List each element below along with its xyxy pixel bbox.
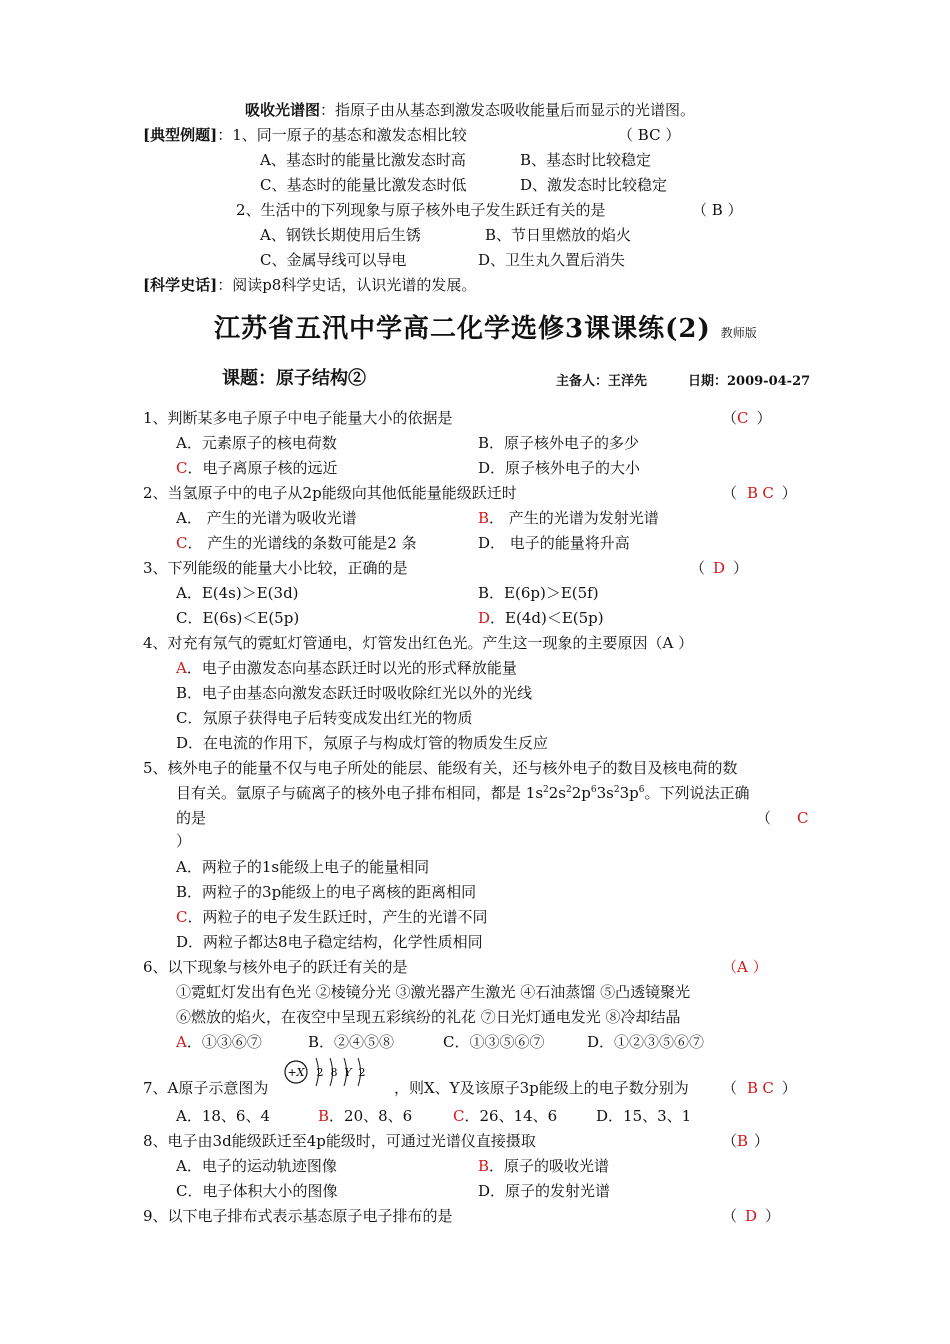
q8-option-a: A．电子的运动轨迹图像 — [176, 1157, 337, 1175]
q9-stem: 9、以下电子排布式表示基态原子电子排布的是 — [143, 1207, 453, 1225]
q2-option-c: C． 产生的光谱线的条数可能是2 条 — [176, 534, 417, 552]
example-q1-option-b: B、基态时比较稳定 — [520, 151, 652, 169]
q2-option-d: D． 电子的能量将升高 — [478, 534, 630, 552]
q8-option-c: C．电子体积大小的图像 — [176, 1182, 338, 1200]
q7-stem-a: 7、A原子示意图为 — [143, 1079, 269, 1097]
q1-option-a: A．元素原子的核电荷数 — [176, 434, 337, 452]
example-q2-option-c: C、金属导线可以导电 — [260, 251, 407, 269]
q2-option-b: B． 产生的光谱为发射光谱 — [478, 509, 659, 527]
q4-option-b: B．电子由基态向激发态跃迁时吸收除红光以外的光线 — [176, 684, 533, 702]
q7-option-c: C．26、14、6 — [453, 1107, 558, 1125]
q5-option-c: C．两粒子的电子发生跃迁时，产生的光谱不同 — [176, 908, 488, 926]
q3-stem: 3、下列能级的能量大小比较，正确的是 — [143, 559, 408, 577]
example-q2-option-d: D、卫生丸久置后消失 — [478, 251, 626, 269]
q5-option-a: A．两粒子的1s能级上电子的能量相同 — [176, 858, 430, 876]
example-q1-stem: [典型例题]：1、同一原子的基态和激发态相比较 — [143, 126, 467, 144]
q1-option-c: C．电子离原子核的远近 — [176, 459, 338, 477]
example-q2-option-b: B、节日里燃放的焰火 — [485, 226, 632, 244]
q2-answer: （ BC ） — [722, 484, 797, 502]
q3-option-b: B．E(6p)＞E(5f) — [478, 584, 599, 602]
q6-option-d: D．①②③⑤⑥⑦ — [587, 1033, 705, 1051]
example-q1-option-d: D、激发态时比较稳定 — [520, 176, 668, 194]
atom-structure-diagram — [282, 1052, 392, 1092]
q4-stem: 4、对充有氖气的霓虹灯管通电，灯管发出红色光。产生这一现象的主要原因（A ） — [143, 634, 694, 652]
q5-answer-close: ） — [176, 832, 192, 850]
spectrum-definition: 吸收光谱图：指原子由从基态到激发态吸收能量后而显示的光谱图。 — [245, 101, 696, 119]
q3-option-a: A．E(4s)＞E(3d) — [176, 584, 299, 602]
q8-option-b: B．原子的吸收光谱 — [478, 1157, 610, 1175]
lesson-subtitle: 课题：原子结构② — [222, 368, 366, 389]
q3-answer: （ D ） — [690, 559, 749, 577]
q1-stem: 1、判断某多电子原子中电子能量大小的依据是 — [143, 409, 453, 427]
q6-option-b: B．②④⑤⑧ — [308, 1033, 395, 1051]
shell-3-count: Y — [344, 1066, 352, 1079]
q7-stem-b: ，则X、Y及该原子3p能级上的电子数分别为 — [394, 1079, 689, 1097]
q6-items-line1: ①霓虹灯发出有色光 ②棱镜分光 ③激光器产生激光 ④石油蒸馏 ⑤凸透镜聚光 — [176, 983, 691, 1001]
science-history: [科学史话]：阅读p8科学史话，认识光谱的发展。 — [143, 276, 477, 294]
q1-option-d: D．原子核外电子的大小 — [478, 459, 641, 477]
q5-option-d: D．两粒子都达8电子稳定结构，化学性质相同 — [176, 933, 483, 951]
q5-answer-open: （ C — [756, 809, 809, 827]
q6-option-a: A．①③⑥⑦ — [176, 1033, 262, 1051]
q1-answer: （C ） — [722, 409, 772, 427]
q8-option-d: D．原子的发射光谱 — [478, 1182, 611, 1200]
page-title: 江苏省五汛中学高二化学选修3课课练(2) 教师版 — [214, 314, 757, 344]
example-q1-answer: （ BC ） — [618, 126, 681, 144]
q2-stem: 2、当氢原子中的电子从2p能级向其他低能量能级跃迁时 — [143, 484, 517, 502]
q2-option-a: A． 产生的光谱为吸收光谱 — [176, 509, 357, 527]
q1-option-b: B．原子核外电子的多少 — [478, 434, 640, 452]
q9-answer: （ D ） — [722, 1207, 781, 1225]
q4-option-a: A．电子由激发态向基态跃迁时以光的形式释放能量 — [176, 659, 517, 677]
q7-option-b: B．20、8、6 — [318, 1107, 413, 1125]
q5-option-b: B．两粒子的3p能级上的电子离核的距离相同 — [176, 883, 477, 901]
q6-option-c: C．①③⑤⑥⑦ — [443, 1033, 545, 1051]
q5-stem-line3: 的是 — [176, 809, 207, 827]
q6-stem: 6、以下现象与核外电子的跃迁有关的是 — [143, 958, 408, 976]
example-q1-option-a: A、基态时的能量比激发态时高 — [260, 151, 466, 169]
q4-option-d: D．在电流的作用下，氖原子与构成灯管的物质发生反应 — [176, 734, 549, 752]
q7-answer: （ BC ） — [722, 1079, 797, 1097]
q7-option-a: A．18、6、4 — [176, 1107, 271, 1125]
q7-option-d: D．15、3、1 — [596, 1107, 692, 1125]
example-q2-answer: （ B ） — [692, 201, 743, 219]
shell-2-count: 8 — [330, 1066, 338, 1079]
nucleus-label: +X — [287, 1066, 305, 1079]
example-q2-option-a: A、钢铁长期使用后生锈 — [260, 226, 421, 244]
example-q1-option-c: C、基态时的能量比激发态时低 — [260, 176, 467, 194]
q8-stem: 8、电子由3d能级跃迁至4p能级时，可通过光谱仪直接摄取 — [143, 1132, 536, 1150]
example-q2-stem: 2、生活中的下列现象与原子核外电子发生跃迁有关的是 — [236, 201, 606, 219]
q6-items-line2: ⑥燃放的焰火，在夜空中呈现五彩缤纷的礼花 ⑦日光灯通电发光 ⑧冷却结晶 — [176, 1008, 681, 1026]
q3-option-d: D．E(4d)＜E(5p) — [478, 609, 604, 627]
edition-label: 教师版 — [720, 326, 757, 340]
shell-1-count: 2 — [316, 1066, 324, 1079]
q8-answer: （B ） — [722, 1132, 770, 1150]
shell-4-count: 2 — [358, 1066, 366, 1079]
q5-stem-line2: 目有关。氩原子与硫离子的核外电子排布相同，都是 $1s^22s^22p^63s^23p^6$。下列说法正确 — [176, 784, 750, 802]
author-label: 主备人：王洋先 — [556, 374, 648, 389]
q5-stem-line1: 5、核外电子的能量不仅与电子所处的能层、能级有关，还与核外电子的数目及核电荷的数 — [143, 759, 738, 777]
q6-answer: （A ） — [722, 958, 768, 976]
date-label: 日期：2009-04-27 — [688, 374, 811, 389]
q3-option-c: C．E(6s)＜E(5p) — [176, 609, 300, 627]
q4-option-c: C．氖原子获得电子后转变成发出红光的物质 — [176, 709, 473, 727]
